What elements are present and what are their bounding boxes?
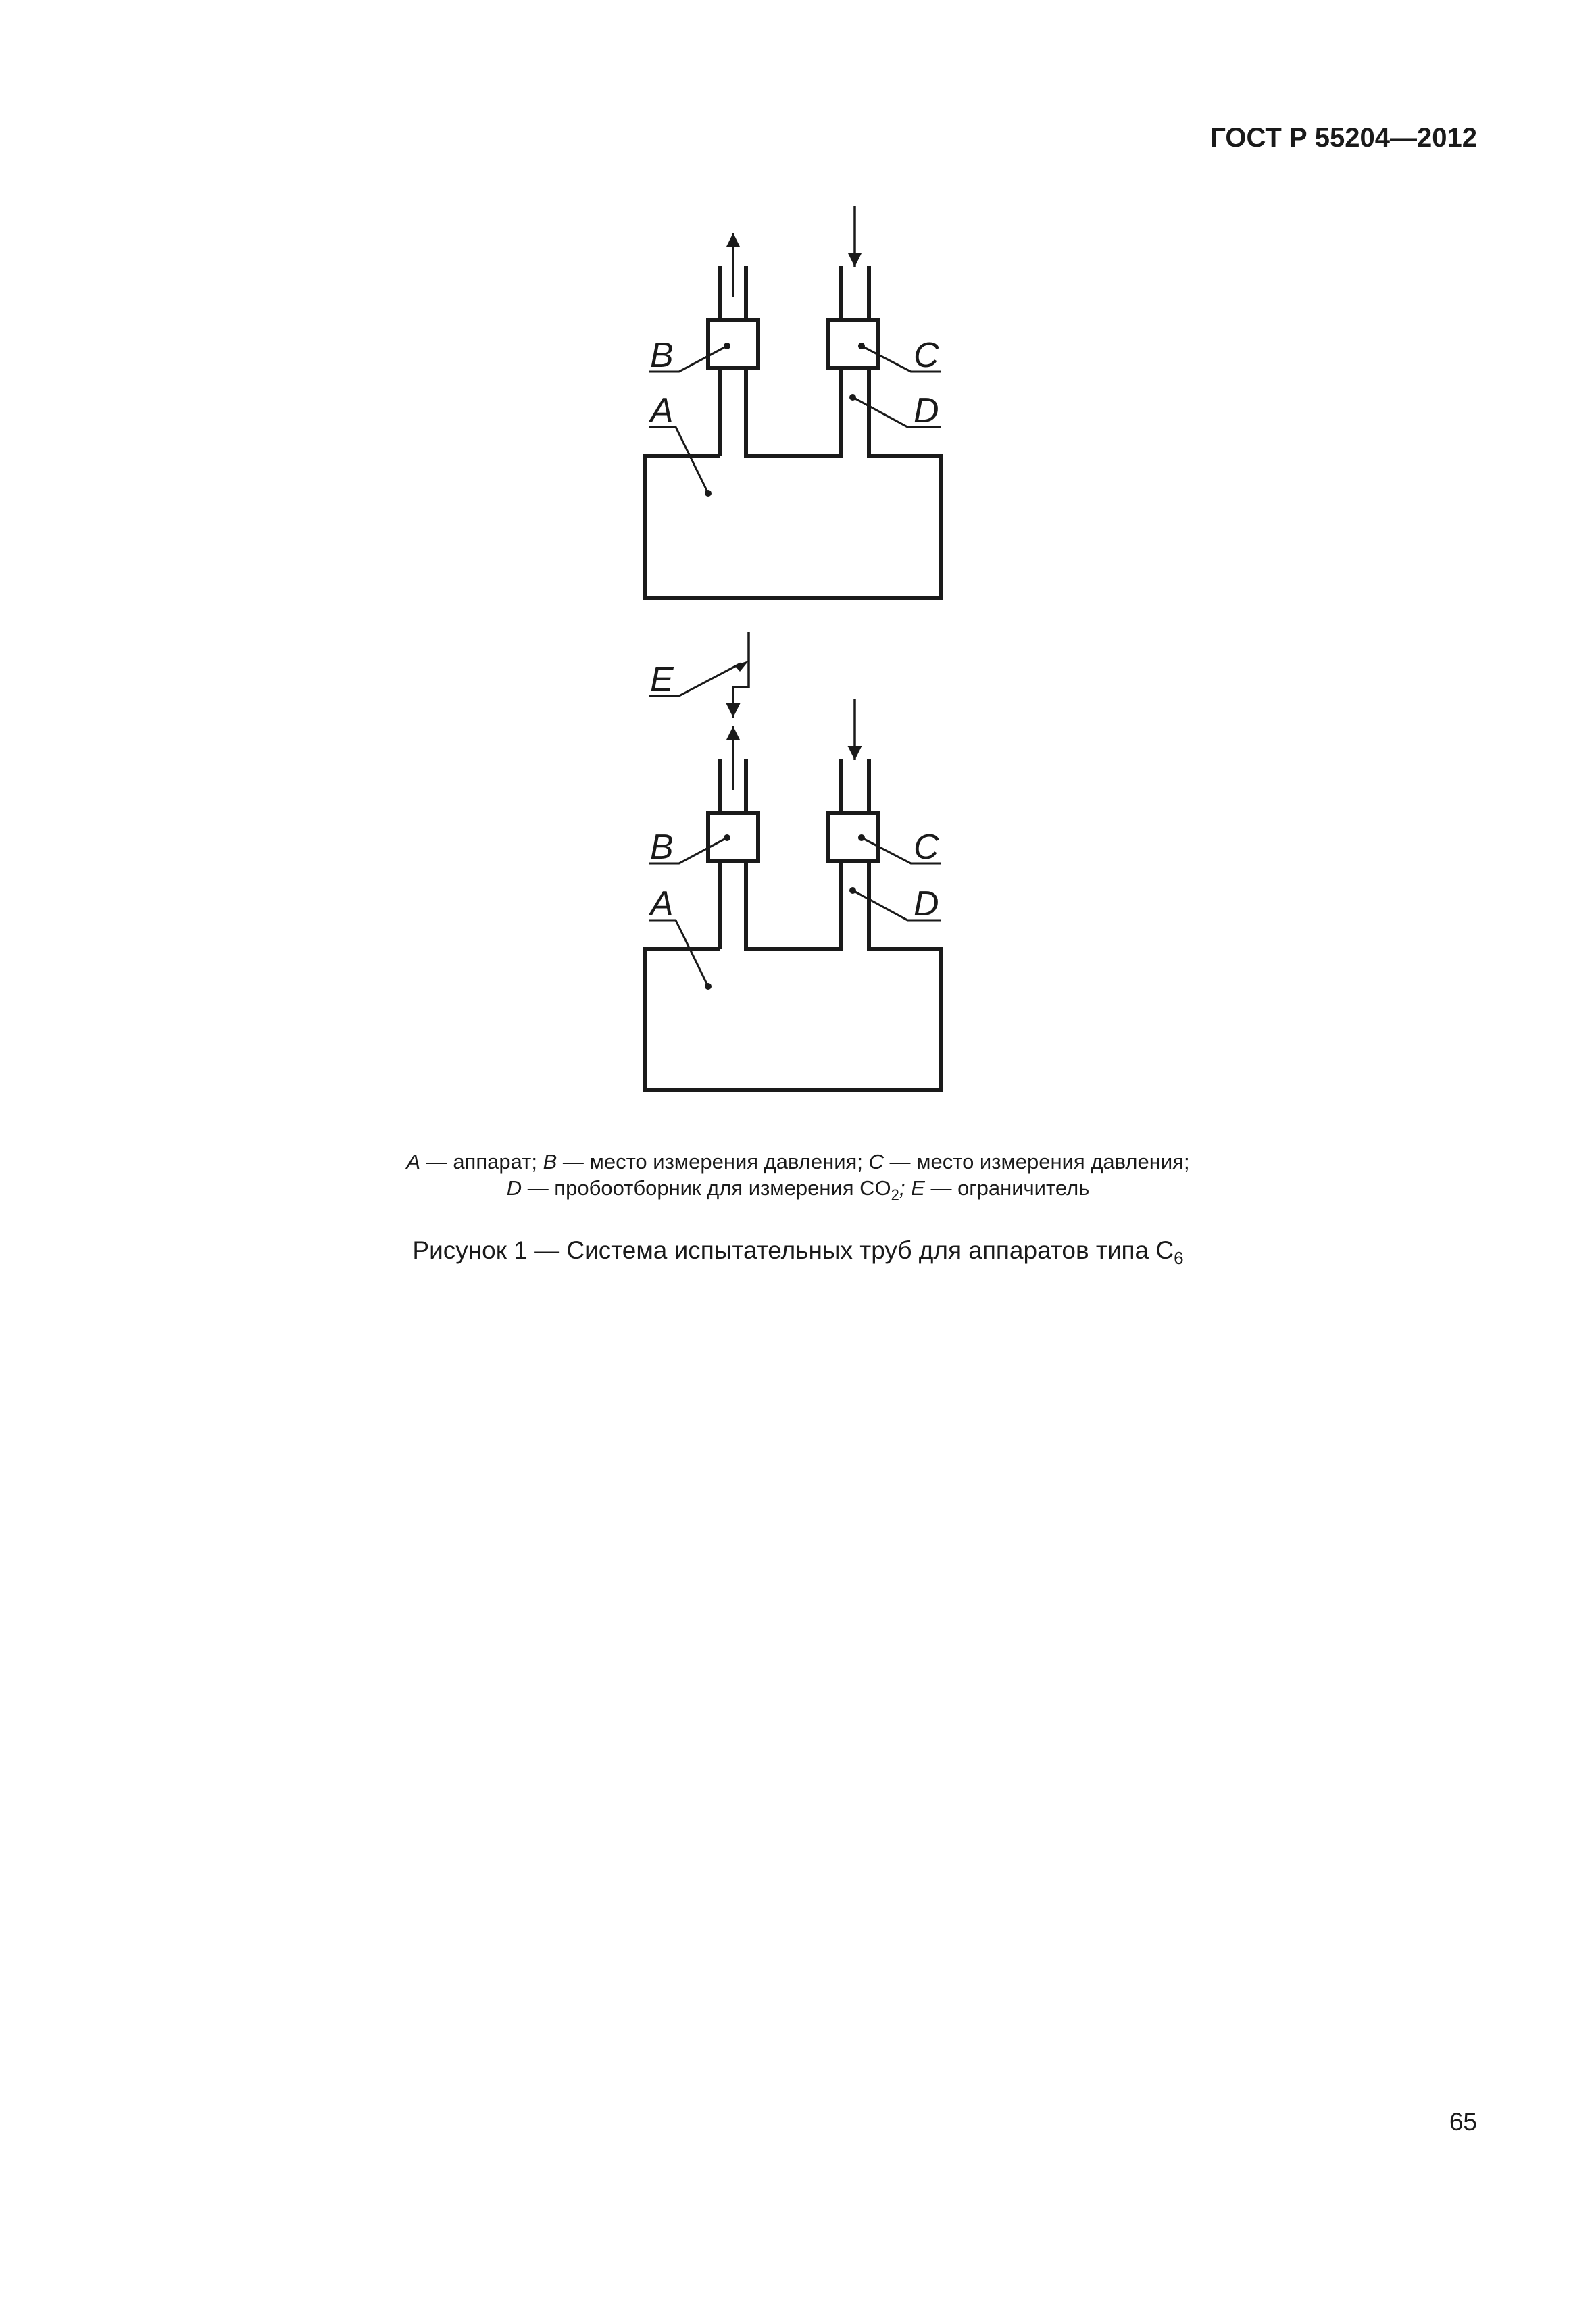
figure-caption	[0, 1236, 1596, 1268]
pressure-point-c-box	[828, 320, 878, 368]
legend-text-c: — место измерения давления;	[883, 1150, 1190, 1174]
legend-text-b: — место измерения давления;	[557, 1150, 869, 1174]
label-d-lower: D	[914, 884, 939, 924]
upper-system	[645, 266, 941, 598]
label-e: E	[650, 660, 674, 699]
pressure-point-b-box	[708, 813, 758, 861]
label-b-lower: B	[650, 828, 674, 867]
figure-legend	[0, 1149, 1596, 1201]
legend-term-c: C	[868, 1150, 884, 1174]
legend-term-e: E	[911, 1176, 925, 1200]
legend-term-a: A	[406, 1150, 421, 1174]
test-pipe-diagram	[0, 0, 1596, 1149]
pressure-point-b-box	[708, 320, 758, 368]
legend-line-2	[0, 1175, 1596, 1201]
label-d-upper: D	[914, 391, 939, 430]
label-b-upper: B	[650, 336, 674, 375]
legend-term-d: D	[506, 1176, 522, 1200]
legend-term-b: B	[543, 1150, 557, 1174]
legend-text-a: — аппарат;	[420, 1150, 543, 1174]
page-number: 65	[1449, 2108, 1477, 2136]
label-c-lower: C	[914, 828, 939, 867]
document-code: ГОСТ Р 55204—2012	[1210, 123, 1477, 153]
restrictor-line	[733, 632, 749, 718]
upper-leaders	[649, 346, 941, 493]
label-a-upper: A	[650, 391, 674, 430]
legend-subscript-d: 2	[891, 1186, 899, 1203]
legend-separator-d: ;	[899, 1176, 905, 1200]
inlet-pipe	[841, 266, 869, 320]
upper-flow-arrows	[733, 206, 855, 297]
lower-leaders	[649, 663, 941, 986]
label-a-lower: A	[650, 884, 674, 924]
legend-line-1	[0, 1149, 1596, 1175]
label-c-upper: C	[914, 336, 939, 375]
legend-text-e: — ограничитель	[924, 1176, 1090, 1200]
inlet-pipe	[841, 759, 869, 813]
lower-flow-arrows	[733, 632, 855, 790]
caption-text: Рисунок 1 — Система испытательных труб для аппаратов типа C	[412, 1236, 1174, 1264]
legend-text-d: — пробоотборник для измерения CO	[522, 1176, 891, 1200]
appliance-body	[645, 368, 941, 598]
appliance-body	[645, 861, 941, 1090]
lower-system	[645, 759, 941, 1090]
pressure-point-c-box	[828, 813, 878, 861]
caption-subscript: 6	[1174, 1248, 1184, 1268]
